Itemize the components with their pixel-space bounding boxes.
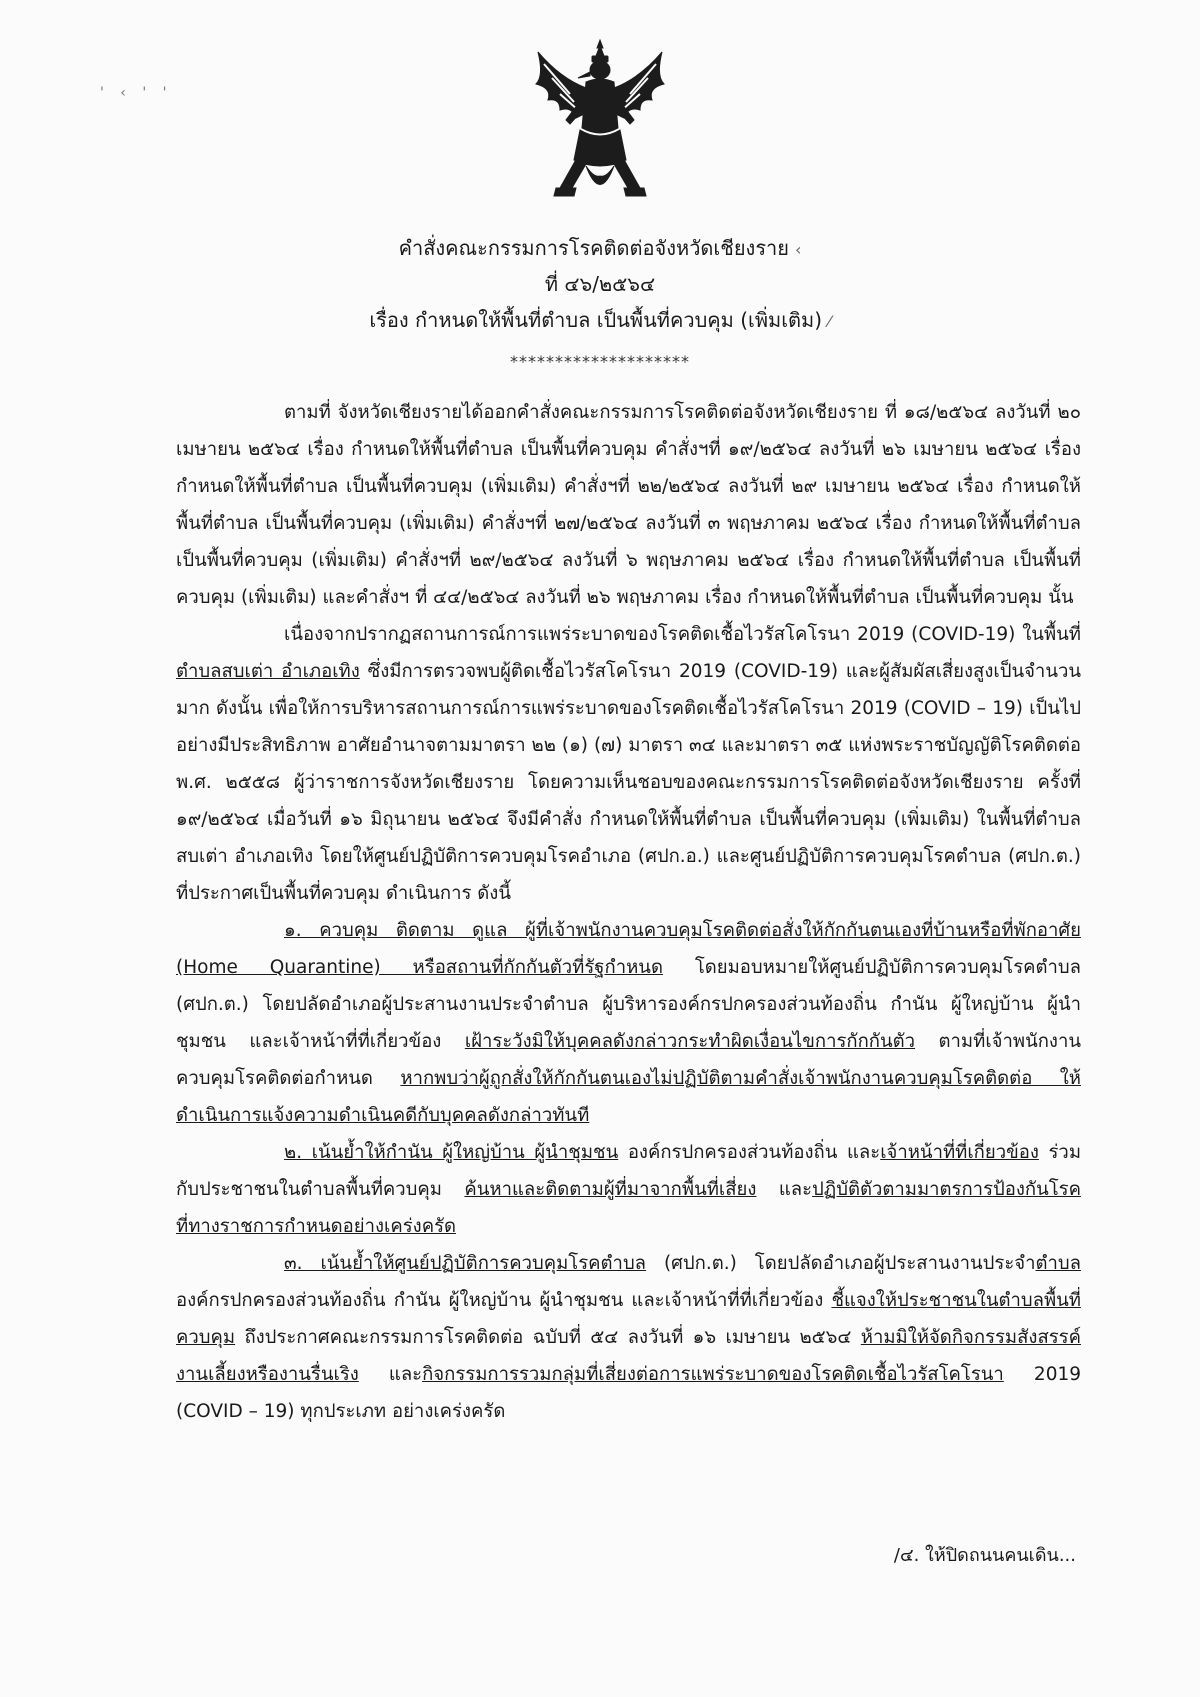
underlined-text: เจ้าหน้าที่ที่เกี่ยวข้อง — [880, 1142, 1039, 1163]
order-title-text: คำสั่งคณะกรรมการโรคติดต่อจังหวัดเชียงราย — [398, 236, 790, 260]
paragraph-text: และ — [358, 1364, 423, 1385]
order-number: ที่ ๔๖/๒๕๖๔ — [544, 272, 656, 296]
paragraph-item-1 — [176, 912, 1081, 1134]
order-title — [0, 230, 1200, 268]
underlined-text: ตำบลสบเต่า อำเภอเทิง — [176, 661, 360, 682]
paragraph-text: (ศปก.ต.) โดยปลัดอำเภอผู้ประสานงานประจำ — [646, 1253, 1036, 1274]
underlined-text: ๓. เน้นย้ำให้ศูนย์ปฏิบัติการควบคุมโรคตำบล — [284, 1253, 647, 1274]
separator: ******************** — [510, 352, 690, 371]
order-body — [176, 394, 1081, 1430]
paragraph-text: ร่วมกับประชาชนในตำบลพื้นที่ควบคุม — [176, 1142, 1082, 1200]
check-mark-icon: ‹ — [795, 240, 802, 259]
paragraph-text: องค์กรปกครองส่วนท้องถิ่น และ — [618, 1142, 881, 1163]
paragraph-background: ตามที่ จังหวัดเชียงรายได้ออกคำสั่งคณะกรรมการโรคติดต่อจังหวัดเชียงราย ที่ ๑๘/๒๕๖๔ ลงวันที่ ๒๐ เมษายน ๒๕๖๔ เรื่อง กำหนดให้พื้นที่ตำบล เป็นพื้นที่ควบคุม คำสั่งฯที่ ๑๙/๒๕๖๔ ลงวันที่ ๒๖ เมษายน ๒๕๖๔ เรื่อง กำหนดให้พื้นที่ตำบล เป็นพื้นที่ควบคุม (เพิ่มเติม) คำสั่งฯที่ ๒๒/๒๕๖๔ ลงวันที่ ๒๙ เมษายน ๒๕๖๔ เรื่อง กำหนดให้พื้นที่ตำบล เป็นพื้นที่ควบคุม (เพิ่มเติม) คำสั่งฯที่ ๒๗/๒๕๖๔ ลงวันที่ ๓ พฤษภาคม ๒๕๖๔ เรื่อง กำหนดให้พื้นที่ตำบล เป็นพื้นที่ควบคุม (เพิ่มเติม) คำสั่งฯที่ ๒๙/๒๕๖๔ ลงวันที่ ๖ พฤษภาคม ๒๕๖๔ เรื่อง กำหนดให้พื้นที่ตำบล เป็นพื้นที่ควบคุม (เพิ่มเติม) และคำสั่งฯ ที่ ๔๔/๒๕๖๔ ลงวันที่ ๒๖ พฤษภาคม เรื่อง กำหนดให้พื้นที่ตำบล เป็นพื้นที่ควบคุม นั้น — [176, 402, 1082, 608]
check-mark-icon: ⁄ — [828, 312, 831, 331]
order-subject-text: เรื่อง กำหนดให้พื้นที่ตำบล เป็นพื้นที่ควบคุม (เพิ่มเติม) — [369, 308, 823, 332]
underlined-text: ปฏิบัติตัวตามมาตรการป้องกันโรคที่ทางราชการกำหนดอย่างเคร่งครัด — [176, 1179, 1081, 1237]
underlined-text: ตำบล — [1035, 1253, 1081, 1274]
underlined-text: ๒. เน้นย้ำให้กำนัน ผู้ใหญ่บ้าน ผู้นำชุมชน — [284, 1142, 619, 1163]
underlined-text: ๑. ควบคุม ติดตาม ดูแล ผู้ที่เจ้าพนักงานควบคุมโรคติดต่อสั่งให้กักกันตนเองที่บ้านหรือที่พักอาศัย (Home Quarantine) หรือสถานที่กักกันตัวที่รัฐกำหนด — [176, 920, 1081, 978]
paragraph-text: ถึงประกาศคณะกรรมการโรคติดต่อ ฉบับที่ ๕๔ ลงวันที่ ๑๖ เมษายน ๒๕๖๔ — [235, 1327, 861, 1348]
underlined-text: ค้นหาและติดตามผู้ที่มาจากพื้นที่เสี่ยง — [464, 1179, 757, 1200]
paragraph-text: ซึ่งมีการตรวจพบผู้ติดเชื้อไวรัสโคโรนา 2019 (COVID-19) และผู้สัมผัสเสี่ยงสูงเป็นจำนวนมาก ดังนั้น เพื่อให้การบริหารสถานการณ์การแพร่ระบาดของโรคติดเชื้อไวรัสโคโรนา 2019 (COVID – 19) เป็นไปอย่างมีประสิทธิภาพ อาศัยอำนาจตามมาตรา ๒๒ (๑) (๗) มาตรา ๓๔ และมาตรา ๓๕ แห่งพระราชบัญญัติโรคติดต่อ พ.ศ. ๒๕๕๘ ผู้ว่าราชการจังหวัดเชียงราย โดยความเห็นชอบของคณะกรรมการโรคติดต่อจังหวัดเชียงราย ครั้งที่ ๑๙/๒๕๖๔ เมื่อวันที่ ๑๖ มิถุนายน ๒๕๖๔ จึงมีคำสั่ง กำหนดให้พื้นที่ตำบล เป็นพื้นที่ควบคุม (เพิ่มเติม) ในพื้นที่ตำบลสบเต่า อำเภอเทิง โดยให้ศูนย์ปฏิบัติการควบคุมโรคอำเภอ (ศปก.อ.) และศูนย์ปฏิบัติการควบคุมโรคตำบล (ศปก.ต.) ที่ประกาศเป็นพื้นที่ควบคุม ดำเนินการ ดังนี้ — [176, 661, 1082, 904]
underlined-text: ห้ามมิให้จัดกิจกรรมสังสรรค์ งานเลี้ยงหรืองานรื่นเริง — [176, 1327, 1081, 1385]
continuation-note: /๔. ให้ปิดถนนคนเดิน... — [893, 1545, 1076, 1566]
underlined-text: ชี้แจงให้ประชาชนในตำบลพื้นที่ควบคุม — [176, 1290, 1081, 1348]
scan-specks: ' ‹ ' ' — [100, 85, 173, 101]
paragraph-text: โดยมอบหมายให้ศูนย์ปฏิบัติการควบคุมโรคตำบล (ศปก.ต.) โดยปลัดอำเภอผู้ประสานงานประจำตำบล ผู้บริหารองค์กรปกครองส่วนท้องถิ่น กำนัน ผู้ใหญ่บ้าน ผู้นำชุมชน และเจ้าหน้าที่ที่เกี่ยวข้อง — [176, 957, 1081, 1052]
paragraph-text: องค์กรปกครองส่วนท้องถิ่น กำนัน ผู้ใหญ่บ้าน ผู้นำชุมชน และเจ้าหน้าที่ที่เกี่ยวข้อง — [176, 1290, 832, 1311]
paragraph-situation — [176, 616, 1081, 912]
underlined-text: กิจกรรมการรวมกลุ่มที่เสี่ยงต่อการแพร่ระบาดของโรคติดเชื้อไวรัสโคโรนา — [422, 1364, 1004, 1385]
paragraph-text: เนื่องจากปรากฏสถานการณ์การแพร่ระบาดของโรคติดเชื้อไวรัสโคโรนา 2019 (COVID-19) ในพื้นที่ — [284, 624, 1081, 645]
paragraph-text: 2019 (COVID – 19) ทุกประเภท อย่างเคร่งครัด — [176, 1364, 1082, 1422]
paragraph-item-3 — [176, 1245, 1081, 1430]
paragraph-item-2 — [176, 1134, 1081, 1245]
order-subject — [0, 302, 1200, 340]
underlined-text: หากพบว่าผู้ถูกสั่งให้กักกันตนเองไม่ปฏิบัติตามคำสั่งเจ้าพนักงานควบคุมโรคติดต่อ ให้ดำเนินการแจ้งความดำเนินคดีกับบุคคลดังกล่าวทันที — [176, 1068, 1081, 1126]
paragraph-text: และ — [756, 1179, 813, 1200]
paragraph-text: ตามที่เจ้าพนักงานควบคุมโรคติดต่อกำหนด — [176, 1031, 1081, 1089]
underlined-text: เฝ้าระวังมิให้บุคคลดังกล่าวกระทำผิดเงื่อนไขการกักกันตัว — [464, 1031, 916, 1052]
garuda-emblem-icon — [530, 38, 670, 203]
